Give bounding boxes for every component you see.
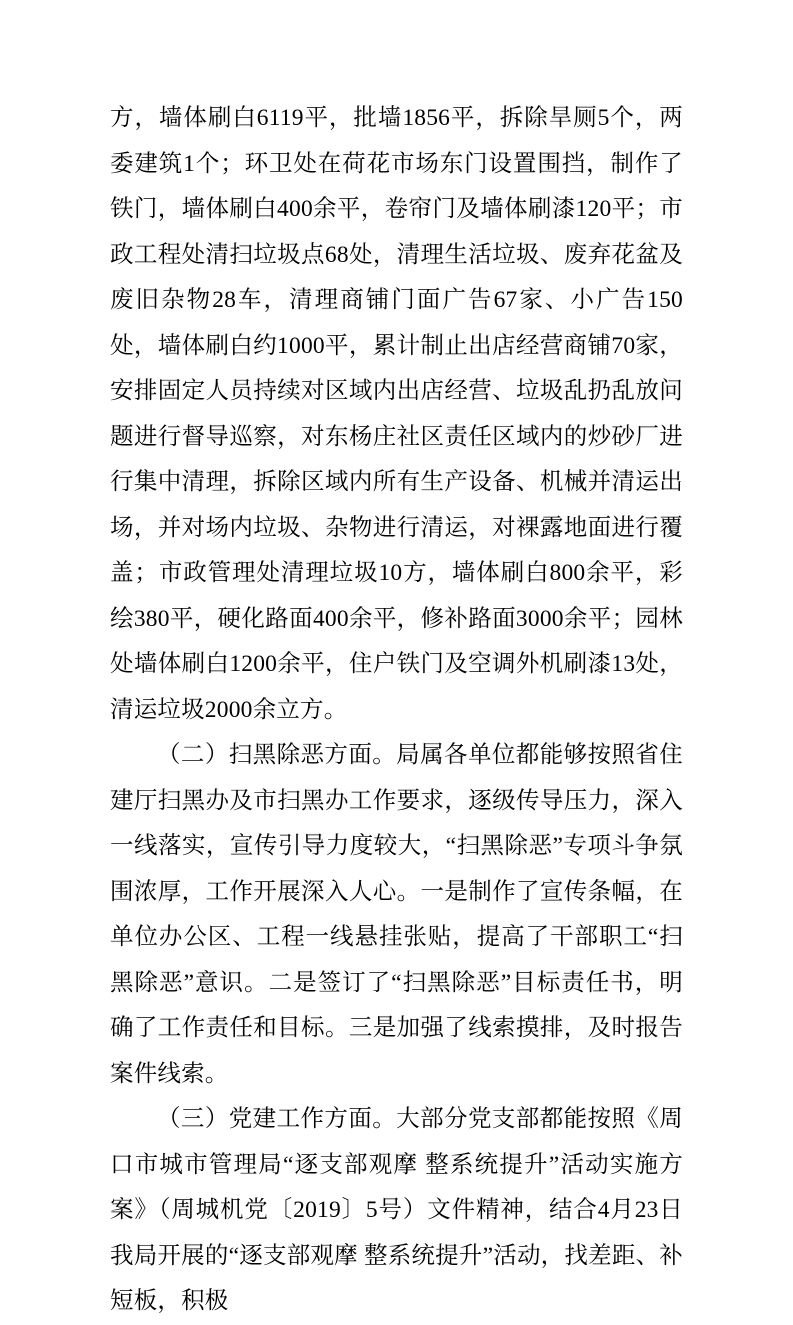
paragraph-continuation: 方，墙体刷白6119平，批墙1856平，拆除旱厕5个，两委建筑1个；环卫处在荷花市场东门设置围挡，制作了铁门，墙体刷白400余平，卷帘门及墙体刷漆120平；市政工程处清扫垃圾点68处，清理生活垃圾、废弃花盆及废旧杂物28车，清理商铺门面广告67家、小广告150处，墙体刷白约1000平，累计制止出店经营商铺70家，安排固定人员持续对区域内出店经营、垃圾乱扔乱放问题进行督导巡察，对东杨庄社区责任区域内的炒砂厂进行集中清理，拆除区域内所有生产设备、机械并清运出场，并对场内垃圾、杂物进行清运，对裸露地面进行覆盖；市政管理处清理垃圾10方，墙体刷白800余平，彩绘380平，硬化路面400余平，修补路面3000余平；园林处墙体刷白1200余平，住户铁门及空调外机刷漆13处，清运垃圾2000余立方。: [110, 105, 683, 723]
document-body: [110, 96, 683, 1325]
paragraph-section-two: （二）扫黑除恶方面。局属各单位都能够按照省住建厅扫黑办及市扫黑办工作要求，逐级传导压力，深入一线落实，宣传引导力度较大，“扫黑除恶”专项斗争氛围浓厚，工作开展深入人心。一是制作了宣传条幅，在单位办公区、工程一线悬挂张贴，提高了干部职工“扫黑除恶”意识。二是签订了“扫黑除恶”目标责任书，明确了工作责任和目标。三是加强了线索摸排，及时报告案件线索。: [110, 742, 683, 1087]
paragraph-section-three: （三）党建工作方面。大部分党支部都能按照《周口市城市管理局“逐支部观摩 整系统提升”活动实施方案》（周城机党〔2019〕5号）文件精神，结合4月23日我局开展的“逐支部观摩 整系统提升”活动，找差距、补短板，积极: [110, 1106, 683, 1314]
